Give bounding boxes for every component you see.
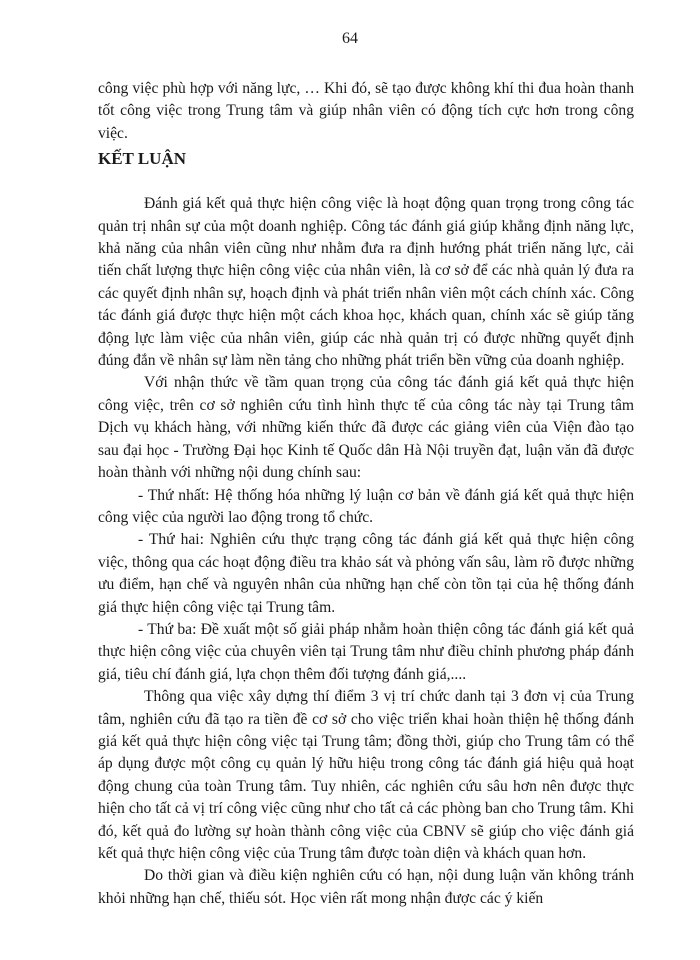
body-paragraph: Đánh giá kết quả thực hiện công việc là hoạt động quan trọng trong công tác quản trị nhân sự của một doanh nghiệp. Công tác đánh giá giúp khẳng định năng lực, khả năng của nhân viên cũng như nhằm đưa ra định hướng phát triển năng lực, cải tiến chất lượng thực hiện công việc của nhân viên, là cơ sở để các nhà quản lý đưa ra các quyết định nhân sự, hoạch định và phát triển nhân viên một cách chính xác. Công tác đánh giá được thực hiện một cách khoa học, khách quan, chính xác sẽ giúp tăng động lực làm việc của nhân viên, giúp các nhà quản trị có được những quyết định đúng đắn về nhân sự làm nền tảng cho những phát triển bền vững của doanh nghiệp.: [98, 195, 634, 370]
body-paragraph: Do thời gian và điều kiện nghiên cứu có hạn, nội dung luận văn không tránh khỏi những hạn chế, thiếu sót. Học viên rất mong nhận được các ý kiến: [98, 867, 634, 907]
body-paragraph: Với nhận thức về tầm quan trọng của công tác đánh giá kết quả thực hiện công việc, trên cơ sở nghiên cứu tình hình thực tế của công tác này tại Trung tâm Dịch vụ khách hàng, với những kiến thức đã được các giảng viên của Viện đào tạo sau đại học - Trường Đại học Kinh tế Quốc dân Hà Nội truyền đạt, luận văn đã được hoàn thành với những nội dung chính sau:: [98, 374, 634, 482]
bullet-paragraph: - Thứ ba: Đề xuất một số giải pháp nhằm hoàn thiện công tác đánh giá kết quả thực hiện công việc của chuyên viên tại Trung tâm như điều chỉnh phương pháp đánh giá, tiêu chí đánh giá, lựa chọn thêm đối tượng đánh giá,....: [98, 620, 634, 683]
body-paragraph: Thông qua việc xây dựng thí điểm 3 vị trí chức danh tại 3 đơn vị của Trung tâm, nghiên cứu đã tạo ra tiền đề cơ sở cho việc triển khai hoàn thiện hệ thống đánh giá kết quả thực hiện công việc tại Trung tâm; đồng thời, giúp cho Trung tâm có thể áp dụng được một công cụ quản lý hữu hiệu trong công tác đánh giá hiệu quả hoạt động chung của toàn Trung tâm. Tuy nhiên, các nghiên cứu sâu hơn nên được thực hiện cho tất cả vị trí công việc cũng như cho tất cả các phòng ban cho Trung tâm. Khi đó, kết quả đo lường sự hoàn thành công việc của CBNV sẽ giúp cho việc đánh giá kết quả thực hiện công việc của Trung tâm được toàn diện và khách quan hơn.: [98, 688, 634, 862]
bullet-paragraph: - Thứ nhất: Hệ thống hóa những lý luận cơ bản về đánh giá kết quả thực hiện công việc của người lao động trong tổ chức.: [98, 486, 634, 526]
page-body: [98, 78, 634, 910]
continuation-paragraph: công việc phù hợp với năng lực, … Khi đó, sẽ tạo được không khí thi đua hoàn thanh tốt công việc trong Trung tâm và giúp nhân viên có động tích cực hơn trong công việc.: [98, 80, 634, 142]
page-number: 64: [342, 30, 358, 47]
section-heading: KẾT LUẬN: [98, 149, 187, 169]
bullet-paragraph: - Thứ hai: Nghiên cứu thực trạng công tác đánh giá kết quả thực hiện công việc, thông qua các hoạt động điều tra khảo sát và phỏng vấn sâu, làm rõ được những ưu điểm, hạn chế và nguyên nhân của những hạn chế còn tồn tại của hệ thống đánh giá thực hiện công việc tại Trung tâm.: [98, 531, 634, 616]
